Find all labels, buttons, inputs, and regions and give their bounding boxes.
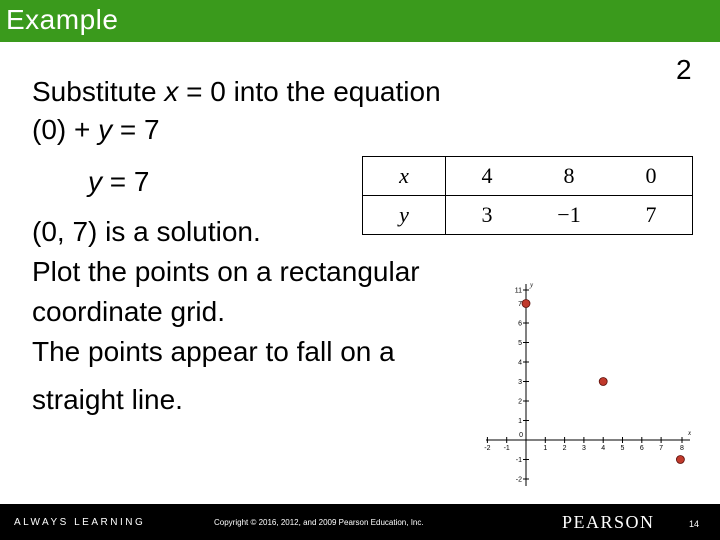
footer-brand: PEARSON	[562, 512, 655, 532]
x-tick-label: 7	[659, 445, 664, 452]
x-tick-label: -1	[503, 445, 510, 452]
footer-tagline: ALWAYS LEARNING	[14, 517, 146, 528]
table-row-y	[363, 196, 693, 235]
x-tick-label: 6	[639, 445, 644, 452]
x-tick-label: 3	[581, 445, 586, 452]
y-tick-label: 4	[518, 359, 522, 367]
x-tick-label: 5	[620, 445, 625, 452]
data-point	[676, 456, 684, 464]
table-label-x: x	[363, 157, 446, 196]
coordinate-graph	[478, 278, 698, 490]
body-line: straight line.	[32, 384, 183, 415]
y-tick-label: 5	[518, 340, 522, 347]
table-cell: 0	[610, 157, 693, 196]
y-axis-label: y	[530, 281, 534, 289]
slide-title: Example	[6, 4, 119, 35]
x-tick-label: 4	[601, 445, 606, 452]
table-row-x	[363, 157, 693, 196]
body-line: The points appear to fall on a	[32, 336, 395, 367]
footer	[0, 504, 720, 540]
body-line: Plot the points on a rectangular	[32, 256, 420, 287]
body-line: coordinate grid.	[32, 296, 226, 327]
y-tick-label: 3	[518, 379, 522, 386]
table-cell: 3	[481, 202, 493, 227]
body-line: y = 7	[88, 166, 150, 197]
y-tick-label: 1	[518, 418, 522, 425]
y-tick-label: 11	[514, 287, 522, 295]
x-tick-label: -2	[484, 445, 491, 452]
table-cell: 4	[446, 157, 529, 196]
body-line: (0) + y = 7	[32, 114, 160, 145]
y-tick-label: 7	[518, 301, 522, 308]
step-number: 2	[676, 54, 692, 85]
table-cell: 8	[528, 157, 610, 196]
body-line: Substitute x = 0 into the equation	[32, 76, 441, 107]
y-tick-label: -2	[515, 476, 522, 484]
x-axis-label: x	[688, 429, 692, 437]
data-point	[599, 378, 607, 386]
y-tick-label: 2	[518, 398, 522, 406]
body-line: (0, 7) is a solution.	[32, 216, 261, 247]
x-tick-label: 2	[562, 445, 567, 452]
data-point	[522, 300, 530, 308]
x-tick-label: 8	[680, 445, 684, 452]
table-label-y: y	[363, 196, 446, 235]
page-number: 14	[689, 519, 700, 529]
origin-label: 0	[519, 432, 523, 439]
footer-copyright: Copyright © 2016, 2012, and 2009 Pearson Education, Inc.	[214, 518, 424, 527]
y-tick-label: -1	[515, 457, 522, 464]
x-tick-label: 1	[543, 445, 548, 452]
y-tick-label: 6	[518, 320, 522, 328]
xy-table	[362, 156, 693, 235]
table-cell: 7	[645, 202, 657, 227]
title-bar	[0, 0, 720, 42]
table-cell: −1	[557, 202, 581, 227]
